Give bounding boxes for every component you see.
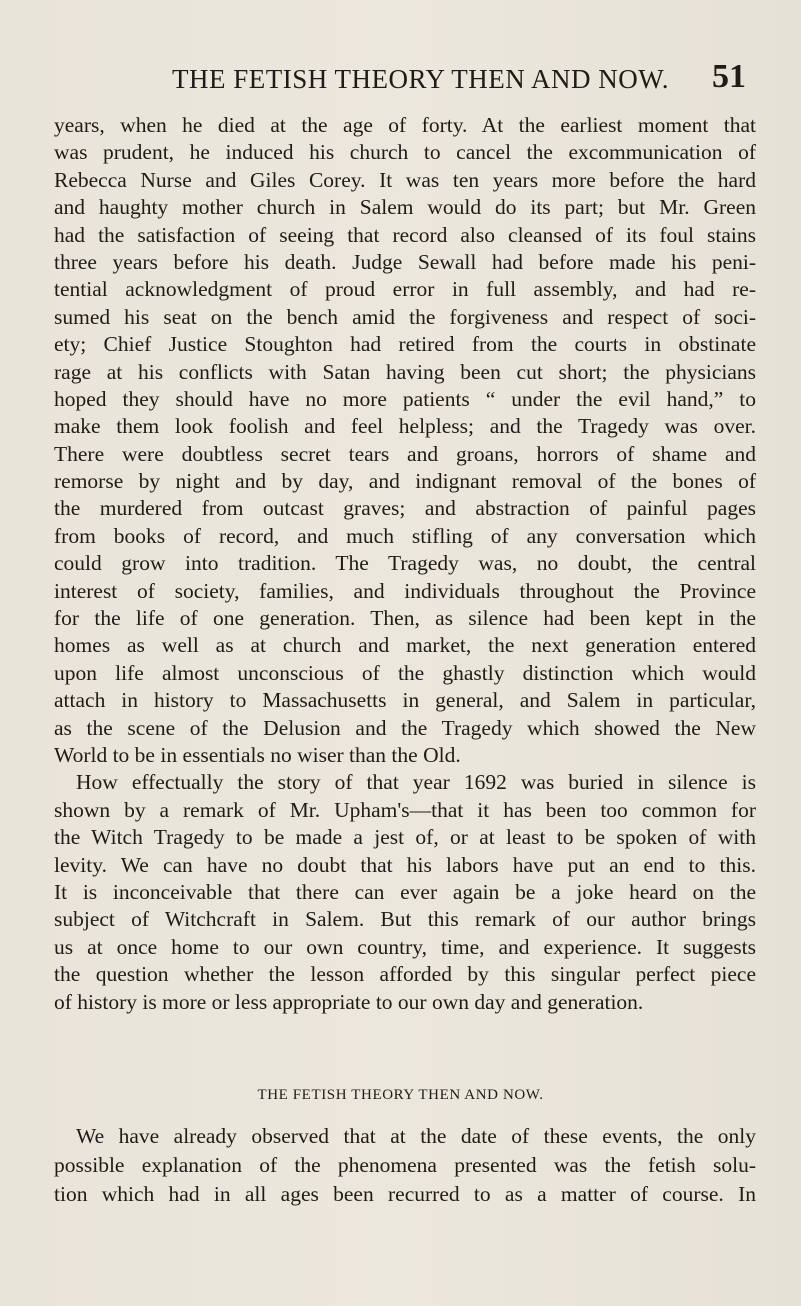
text-line: World to be in essentials no wiser than the Old.: [54, 742, 461, 767]
text-line: was prudent, he induced his church to cancel the excommunication of: [54, 140, 756, 165]
text-line: as the scene of the Delusion and the Tragedy which showed the New: [54, 715, 756, 740]
text-line: three years before his death. Judge Sewall had before made his peni-: [54, 249, 756, 274]
text-line: the question whether the lesson afforded by this singular perfect piece: [54, 962, 756, 987]
page-number: 51: [712, 58, 746, 95]
text-line: upon life almost unconscious of the ghastly distinction which would: [54, 660, 756, 685]
text-line: It is inconceivable that there can ever again be a joke heard on the: [54, 879, 756, 904]
text-line: How effectually the story of that year 1692 was buried in silence is: [76, 770, 756, 795]
text-line: hoped they should have no more patients “ under the evil hand,” to: [54, 386, 756, 411]
text-line: possible explanation of the phenomena presented was the fetish solu-: [54, 1153, 756, 1177]
text-line: remorse by night and by day, and indignant removal of the bones of: [54, 469, 756, 494]
text-line: had the satisfaction of seeing that record also cleansed of its foul stains: [54, 222, 756, 247]
paragraph-3: [54, 1122, 756, 1209]
text-line: subject of Witchcraft in Salem. But this remark of our author brings: [54, 907, 756, 932]
text-line: years, when he died at the age of forty. At the earliest moment that: [54, 113, 756, 137]
text-line: shown by a remark of Mr. Upham's—that it has been too common for: [54, 797, 756, 822]
text-line: tential acknowledgment of proud error in full assembly, and had re-: [54, 277, 756, 302]
text-line: interest of society, families, and individuals throughout the Province: [54, 578, 756, 603]
text-line: the murdered from outcast graves; and abstraction of painful pages: [54, 496, 756, 521]
text-line: for the life of one generation. Then, as silence had been kept in the: [54, 606, 756, 631]
text-line: could grow into tradition. The Tragedy was, no doubt, the central: [54, 551, 756, 576]
text-line: and haughty mother church in Salem would do its part; but Mr. Green: [54, 195, 756, 220]
text-line: levity. We can have no doubt that his labors have put an end to this.: [54, 852, 756, 877]
text-line: There were doubtless secret tears and groans, horrors of shame and: [54, 441, 756, 466]
text-line: attach in history to Massachusetts in general, and Salem in particular,: [54, 688, 756, 713]
text-line: Rebecca Nurse and Giles Corey. It was ten years more before the hard: [54, 167, 756, 192]
running-title: THE FETISH THEORY THEN AND NOW.: [172, 64, 670, 94]
text-line: ety; Chief Justice Stoughton had retired from the courts in obstinate: [54, 332, 756, 357]
paragraph-2: [54, 769, 756, 1016]
text-line: from books of record, and much stifling of any conversation which: [54, 523, 756, 548]
text-line: We have already observed that at the date of these events, the only: [76, 1124, 756, 1148]
text-line: of history is more or less appropriate to our own day and generation.: [54, 989, 644, 1014]
body-text: [54, 112, 756, 1016]
text-line: sumed his seat on the bench amid the forgiveness and respect of soci-: [54, 304, 756, 329]
text-line: the Witch Tragedy to be made a jest of, or at least to be spoken of with: [54, 825, 756, 850]
body-text-continued: [54, 1122, 756, 1209]
text-line: rage at his conflicts with Satan having been cut short; the physicians: [54, 359, 756, 384]
text-line: tion which had in all ages been recurred to as a matter of course. In: [54, 1182, 756, 1206]
text-line: homes as well as at church and market, the next generation entered: [54, 633, 756, 658]
text-line: us at once home to our own country, time, and experience. It suggests: [54, 934, 756, 959]
section-heading: THE FETISH THEORY THEN AND NOW.: [257, 1087, 544, 1103]
text-line: make them look foolish and feel helpless; and the Tragedy was over.: [54, 414, 756, 439]
running-head: [0, 58, 801, 102]
paragraph-1: [54, 112, 756, 769]
